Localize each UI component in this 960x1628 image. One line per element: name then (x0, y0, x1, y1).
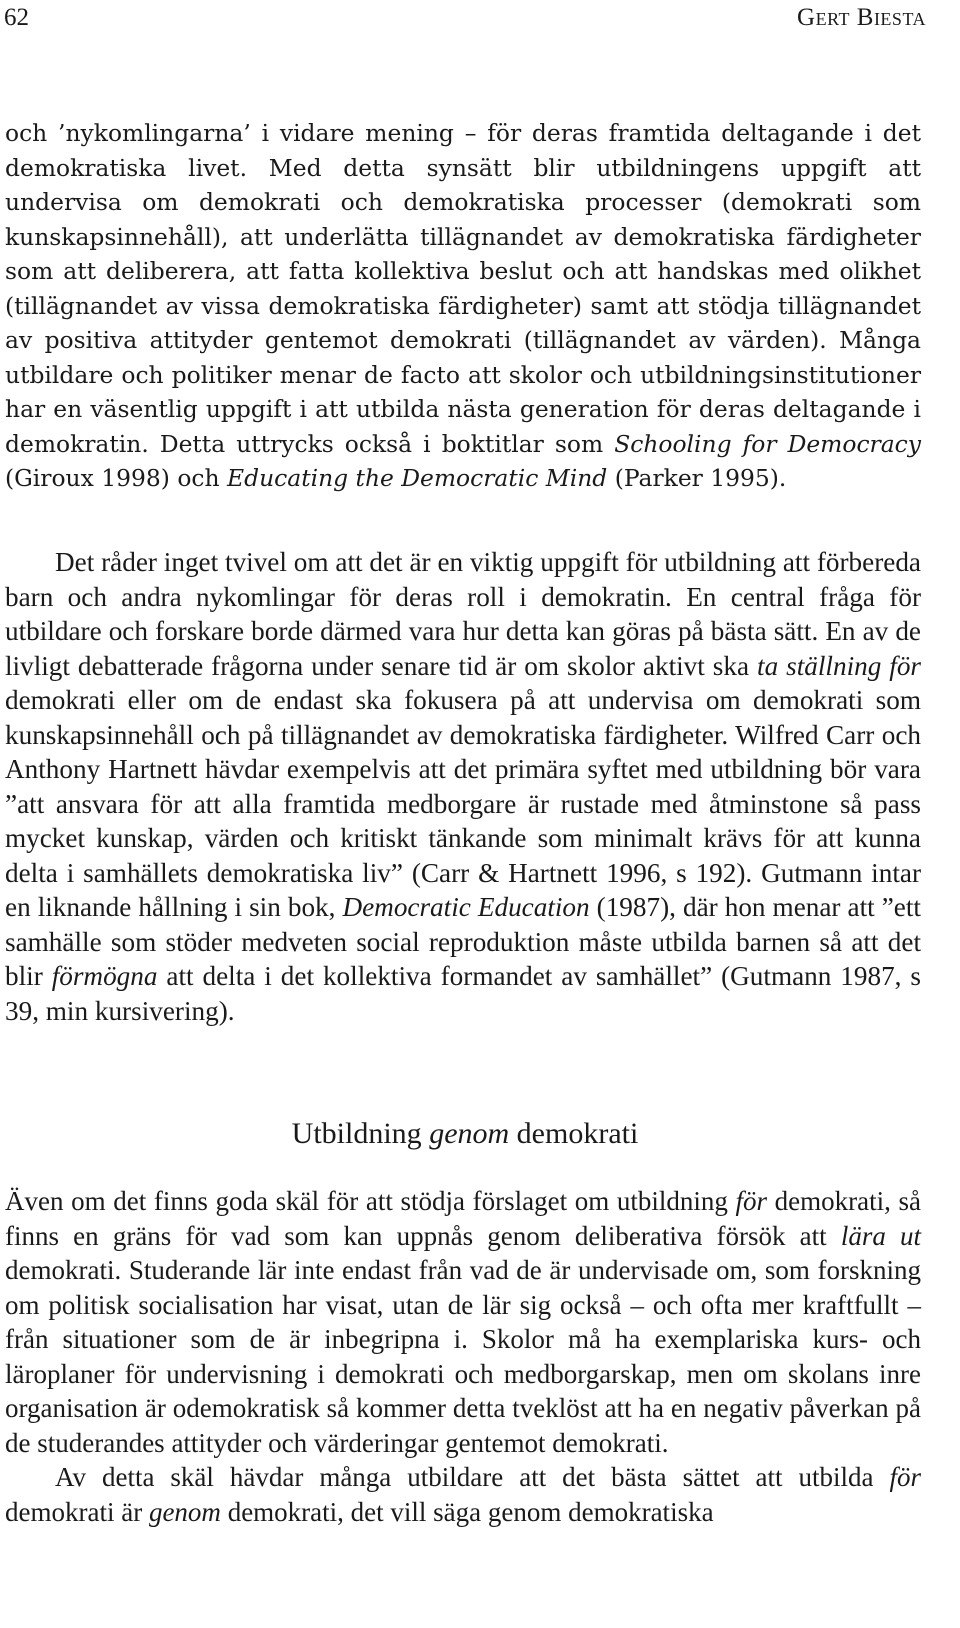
emphasis-ta-stallning: ta ställning för (757, 650, 922, 681)
running-head: Gert Biesta (797, 4, 926, 31)
paragraph-2-text-4: att delta i det kollektiva formandet av samhället” (Gutmann 1987, s 39, min kursivering). (5, 961, 921, 1026)
paragraph-4-text: Av detta skäl hävdar många utbildare att det bästa sättet att utbilda (55, 1462, 890, 1492)
book-title-democratic-education: Democratic Education (342, 892, 590, 922)
paragraph-2-text: Det råder inget tvivel om att det är en viktig uppgift för utbildning att förbereda barn och andra nykomlingar för deras roll i demokratin. En central fråga för utbildare och forskare borde därmed vara hur detta kan göras på bästa sätt. En av de livligt debatterade frågorna under senare tid är om skolor aktivt ska (5, 547, 921, 681)
book-title-schooling: Schooling for Democracy (614, 429, 921, 458)
paragraph-2 (5, 545, 921, 1028)
page-number: 62 (4, 4, 29, 31)
section-heading-pre: Utbildning (291, 1117, 430, 1150)
body-text-middle (5, 545, 921, 1028)
section-heading-post: demokrati (509, 1117, 639, 1150)
section-heading-italic: genom (429, 1117, 510, 1150)
book-title-educating: Educating the Democratic Mind (227, 464, 608, 492)
paragraph-4 (5, 1460, 921, 1529)
emphasis-lara-ut: lära ut (840, 1220, 922, 1251)
paragraph-2-text-2: demokrati eller om de endast ska fokusera på att undervisa om demokrati som kunskapsinnehåll och på tillägnandet av demokratiska färdigheter. Wilfred Carr och Anthony Hartnett hävdar exempelvis att det primära syftet med utbildning bör vara ”att ansvara för att alla framtida medborgare är rustade med åtminstone så pass mycket kunskap, värden och kritiskt tänkande som minimalt krävs för att kunna delta i samhällets demokratiska liv” (Carr & Hartnett 1996, s 192). Gutmann intar en liknande hållning i sin bok, (5, 685, 921, 922)
paragraph-3 (5, 1184, 921, 1460)
body-text-lower (5, 1184, 921, 1529)
paragraph-4-text-3: demokrati, det vill säga genom demokratiska (220, 1496, 714, 1527)
paragraph-4-text-2: demokrati är (5, 1496, 149, 1527)
paragraph-3-text-3: demokrati. Studerande lär inte endast från vad de är undervisade om, som forskning om politisk socialisation har visat, utan de lär sig också – och ofta mer kraftfullt – från situationer som de är inbegripna i. Skolor må ha exemplariska kurs- och läroplaner för undervisning i demokrati och medborgarskap, men om skolans inre organisation är odemokratisk så kommer detta tveklöst att ha en negativ påverkan på de studerandes attityder och värderingar gentemot demokrati. (5, 1255, 921, 1458)
body-text-upper (5, 116, 921, 496)
paragraph-2-text-3: (1987), där hon menar att ”ett samhälle som stöder medveten social reproduktion måste utbilda barnen så att det blir (5, 892, 921, 991)
paragraph-1-text-3: (Parker 1995). (607, 464, 787, 492)
section-heading (0, 1116, 930, 1152)
paragraph-3-text-2: demokrati, så finns en gräns för vad som kan uppnås genom deliberativa försök att (5, 1186, 921, 1251)
paragraph-1-text: och ’nykomlingarna’ i vidare mening – för deras framtida deltagande i det demokratiska livet. Med detta synsätt blir utbildningens uppgift att undervisa om demokrati och demokratiska processer (demokrati som kunskapsinnehåll), att underlätta tillägnandet av demokratiska färdigheter som att deliberera, att fatta kollektiva beslut och att handskas med olikhet (tillägnandet av vissa demokratiska färdigheter) samt att stödja tillägnandet av positiva attityder gentemot demokrati (tillägnandet av värden). Många utbildare och politiker menar de facto att skolor och utbildningsinstitutioner har en väsentlig uppgift i att utbilda nästa generation för deras deltagande i demokratin. Detta uttrycks också i boktitlar som (5, 119, 921, 458)
paragraph-1-text-2: (Giroux 1998) och (5, 464, 228, 492)
paragraph-1 (5, 116, 921, 496)
paragraph-3-text: Även om det finns goda skäl för att stödja förslaget om utbildning (5, 1186, 736, 1216)
page-header (4, 4, 926, 38)
emphasis-genom: genom (148, 1496, 221, 1527)
emphasis-for-2: för (889, 1462, 921, 1492)
emphasis-for: för (735, 1186, 767, 1216)
emphasis-formogna: förmögna (51, 961, 158, 991)
